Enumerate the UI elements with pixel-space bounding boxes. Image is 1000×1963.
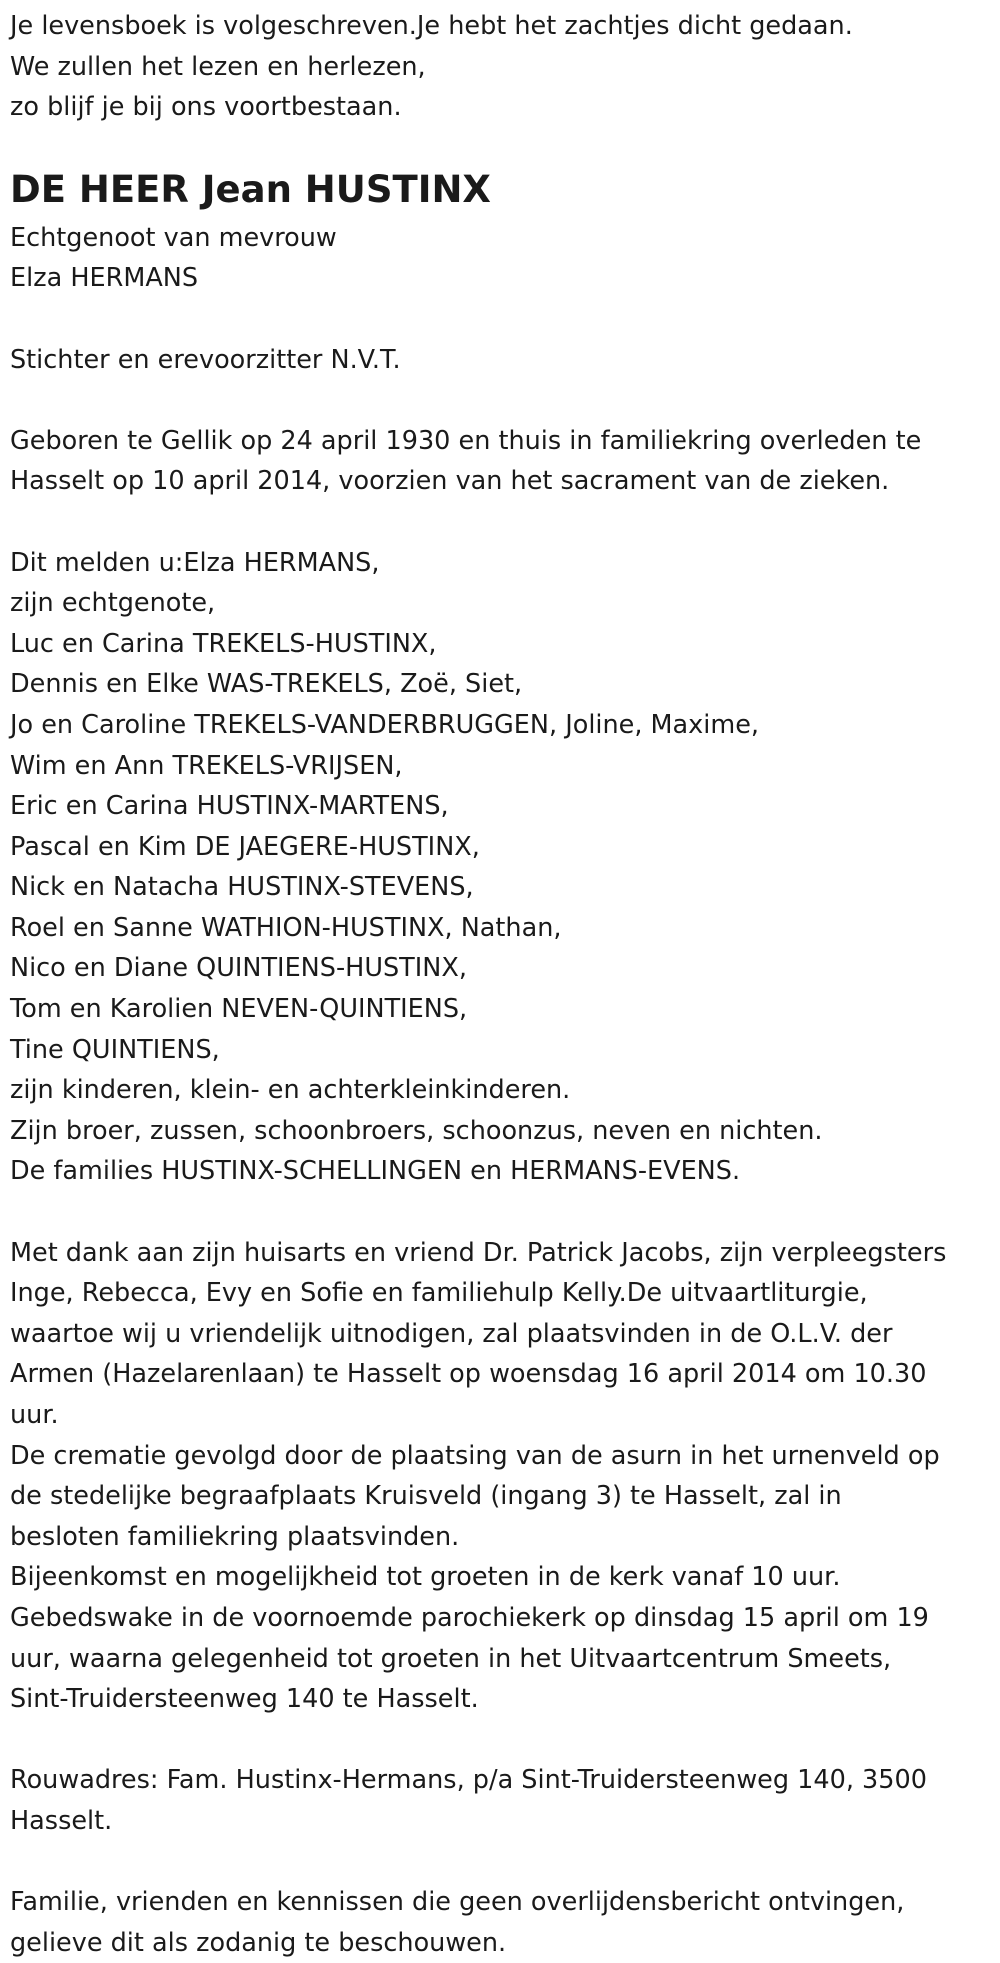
ceremony-line: besloten familiekring plaatsvinden. bbox=[10, 1521, 460, 1552]
family-line: Nick en Natacha HUSTINX-STEVENS, bbox=[10, 872, 474, 903]
ceremony-line: uur, waarna gelegenheid tot groeten in het Uitvaartcentrum Smeets, bbox=[10, 1643, 892, 1674]
birth-death-line: Geboren te Gellik op 24 april 1930 en thuis in familiekring overleden te bbox=[10, 425, 922, 456]
family-line: Roel en Sanne WATHION-HUSTINX, Nathan, bbox=[10, 912, 562, 943]
closing-line: gelieve dit als zodanig te beschouwen. bbox=[10, 1927, 507, 1958]
address-line: Hasselt. bbox=[10, 1805, 113, 1836]
spouse-line: Echtgenoot van mevrouw bbox=[10, 222, 337, 253]
family-line: De families HUSTINX-SCHELLINGEN en HERMANS-EVENS. bbox=[10, 1156, 741, 1187]
ceremony-line: uur. bbox=[10, 1400, 59, 1430]
obituary-document bbox=[10, 6, 995, 1963]
spacer bbox=[10, 380, 995, 421]
family-block bbox=[10, 543, 995, 1193]
deceased-name-title: DE HEER Jean HUSTINX bbox=[10, 167, 491, 211]
poem-line: zo blijf je bij ons voortbestaan. bbox=[10, 92, 402, 123]
spacer bbox=[10, 299, 995, 340]
ceremony-line: Bijeenkomst en mogelijkheid tot groeten in de kerk vanaf 10 uur. bbox=[10, 1562, 841, 1593]
ceremony-line: waartoe wij u vriendelijk uitnodigen, zal plaatsvinden in de O.L.V. der bbox=[10, 1318, 893, 1349]
birth-death-block bbox=[10, 421, 995, 502]
ceremony-line: Met dank aan zijn huisarts en vriend Dr. Patrick Jacobs, zijn verpleegsters bbox=[10, 1237, 947, 1268]
spacer bbox=[10, 1192, 995, 1233]
role-block bbox=[10, 340, 995, 381]
closing-line: Familie, vrienden en kennissen die geen overlijdensbericht ontvingen, bbox=[10, 1887, 905, 1918]
address-block bbox=[10, 1760, 995, 1841]
ceremony-line: Sint-Truidersteenweg 140 te Hasselt. bbox=[10, 1684, 479, 1715]
poem-line: We zullen het lezen en herlezen, bbox=[10, 51, 426, 82]
poem-line: Je levensboek is volgeschreven.Je hebt het zachtjes dicht gedaan. bbox=[10, 11, 853, 41]
family-line: Dennis en Elke WAS-TREKELS, Zoë, Siet, bbox=[10, 669, 523, 700]
family-line: Eric en Carina HUSTINX-MARTENS, bbox=[10, 791, 449, 822]
ceremony-line: Inge, Rebecca, Evy en Sofie en familiehulp Kelly.De uitvaartliturgie, bbox=[10, 1278, 868, 1309]
spouse-block bbox=[10, 218, 995, 299]
family-line: Dit melden u:Elza HERMANS, bbox=[10, 547, 380, 578]
family-line: Wim en Ann TREKELS-VRIJSEN, bbox=[10, 750, 403, 781]
family-line: Tine QUINTIENS, bbox=[10, 1034, 220, 1065]
spacer bbox=[10, 1842, 995, 1883]
family-line: Zijn broer, zussen, schoonbroers, schoonzus, neven en nichten. bbox=[10, 1115, 823, 1146]
family-line: Nico en Diane QUINTIENS-HUSTINX, bbox=[10, 953, 467, 984]
spacer bbox=[10, 1720, 995, 1761]
family-line: zijn kinderen, klein- en achterkleinkinderen. bbox=[10, 1075, 571, 1106]
birth-death-line: Hasselt op 10 april 2014, voorzien van het sacrament van de zieken. bbox=[10, 466, 890, 497]
family-line: Pascal en Kim DE JAEGERE-HUSTINX, bbox=[10, 831, 480, 862]
family-line: Luc en Carina TREKELS-HUSTINX, bbox=[10, 628, 437, 659]
ceremony-line: Armen (Hazelarenlaan) te Hasselt op woensdag 16 april 2014 om 10.30 bbox=[10, 1359, 927, 1390]
family-line: zijn echtgenote, bbox=[10, 588, 216, 619]
spouse-line: Elza HERMANS bbox=[10, 263, 199, 294]
role-line: Stichter en erevoorzitter N.V.T. bbox=[10, 344, 401, 375]
ceremony-line: Gebedswake in de voornoemde parochiekerk op dinsdag 15 april om 19 bbox=[10, 1602, 929, 1633]
poem-block bbox=[10, 6, 995, 128]
closing-block bbox=[10, 1882, 995, 1963]
spacer bbox=[10, 502, 995, 543]
ceremony-line: de stedelijke begraafplaats Kruisveld (ingang 3) te Hasselt, zal in bbox=[10, 1481, 842, 1512]
address-line: Rouwadres: Fam. Hustinx-Hermans, p/a Sint-Truidersteenweg 140, 3500 bbox=[10, 1765, 927, 1796]
ceremony-line: De crematie gevolgd door de plaatsing van de asurn in het urnenveld op bbox=[10, 1440, 940, 1471]
family-line: Jo en Caroline TREKELS-VANDERBRUGGEN, Joline, Maxime, bbox=[10, 709, 759, 740]
family-line: Tom en Karolien NEVEN-QUINTIENS, bbox=[10, 994, 468, 1025]
ceremony-block bbox=[10, 1233, 995, 1720]
